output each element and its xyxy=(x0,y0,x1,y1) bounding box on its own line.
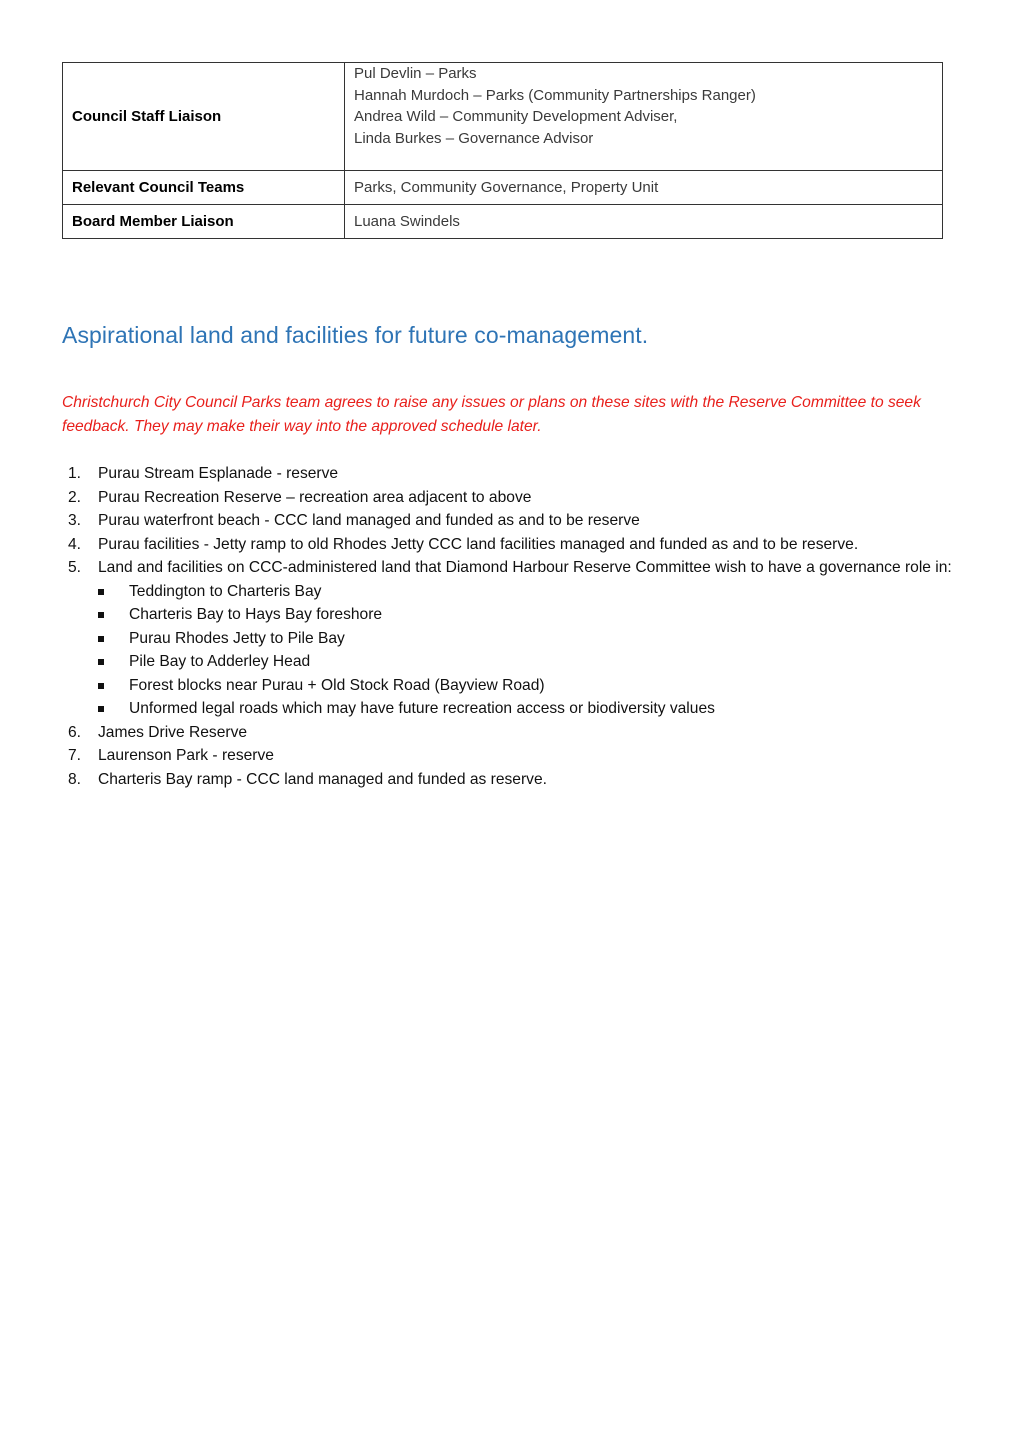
sub-item-text: Purau Rhodes Jetty to Pile Bay xyxy=(129,629,345,647)
item-number: 8. xyxy=(68,770,82,788)
table-row xyxy=(63,205,943,239)
list-item xyxy=(62,533,962,557)
item-number: 3. xyxy=(68,512,82,529)
sub-list-item xyxy=(98,603,962,627)
item-number: 2. xyxy=(68,488,82,506)
row-value: Luana Swindels xyxy=(345,205,943,239)
row-label: Board Member Liaison xyxy=(63,205,345,239)
list-item xyxy=(62,721,962,745)
item-number: 1. xyxy=(68,465,82,482)
sub-list-item xyxy=(98,580,962,604)
row-label: Council Staff Liaison xyxy=(63,63,345,171)
item-text: Laurenson Park - reserve xyxy=(98,747,274,764)
table-row xyxy=(63,171,943,205)
list-item xyxy=(62,744,962,768)
staff-member: Hannah Murdoch – Parks (Community Partnerships Ranger) xyxy=(354,86,756,104)
item-text: James Drive Reserve xyxy=(98,723,248,741)
sites-list xyxy=(62,462,962,791)
table-row xyxy=(63,63,943,171)
item-text: Purau Stream Esplanade - reserve xyxy=(98,465,339,482)
section-heading: Aspirational land and facilities for future co-management. xyxy=(62,322,649,348)
sub-item-text: Forest blocks near Purau + Old Stock Road (Bayview Road) xyxy=(129,676,545,694)
staff-member: Pul Devlin – Parks xyxy=(354,65,477,82)
item-number: 4. xyxy=(68,535,82,553)
row-value: Parks, Community Governance, Property Unit xyxy=(345,171,943,205)
item-text: Purau facilities - Jetty ramp to old Rhodes Jetty CCC land facilities managed and funded as and to be reserve. xyxy=(98,535,859,553)
list-item xyxy=(62,462,962,486)
square-bullet-icon xyxy=(98,683,104,689)
row-value xyxy=(345,63,943,171)
parks-note: Christchurch City Council Parks team agrees to raise any issues or plans on these sites with the Reserve Committee to seek feedback. They may make their way into the approved schedule later. xyxy=(62,394,921,435)
staff-member: Linda Burkes – Governance Advisor xyxy=(354,129,594,147)
item-number: 5. xyxy=(68,559,82,576)
sub-list-item xyxy=(98,697,962,721)
sub-item-text: Charteris Bay to Hays Bay foreshore xyxy=(129,606,383,623)
list-item xyxy=(62,509,962,533)
list-item xyxy=(62,486,962,510)
item-text: Charteris Bay ramp - CCC land managed and funded as reserve. xyxy=(98,770,547,788)
sub-item-text: Unformed legal roads which may have future recreation access or biodiversity values xyxy=(129,700,715,717)
governance-sub-list xyxy=(98,580,962,721)
sub-list-item xyxy=(98,627,962,651)
sub-list-item xyxy=(98,674,962,698)
list-item xyxy=(62,768,962,792)
sub-list-item xyxy=(98,650,962,674)
liaison-table xyxy=(62,62,943,239)
square-bullet-icon xyxy=(98,589,104,595)
item-text: Purau Recreation Reserve – recreation area adjacent to above xyxy=(98,488,532,506)
list-item xyxy=(62,556,962,721)
item-text: Land and facilities on CCC-administered land that Diamond Harbour Reserve Committee wish to have a governance role in: xyxy=(98,559,952,576)
item-number: 6. xyxy=(68,723,82,741)
item-text: Purau waterfront beach - CCC land managed and funded as and to be reserve xyxy=(98,512,640,529)
square-bullet-icon xyxy=(98,612,104,618)
square-bullet-icon xyxy=(98,636,104,642)
sub-item-text: Teddington to Charteris Bay xyxy=(129,582,322,600)
square-bullet-icon xyxy=(98,659,104,665)
square-bullet-icon xyxy=(98,706,104,712)
staff-member: Andrea Wild – Community Development Adviser, xyxy=(354,108,678,125)
item-number: 7. xyxy=(68,747,82,764)
sub-item-text: Pile Bay to Adderley Head xyxy=(129,653,311,670)
row-label: Relevant Council Teams xyxy=(63,171,345,205)
